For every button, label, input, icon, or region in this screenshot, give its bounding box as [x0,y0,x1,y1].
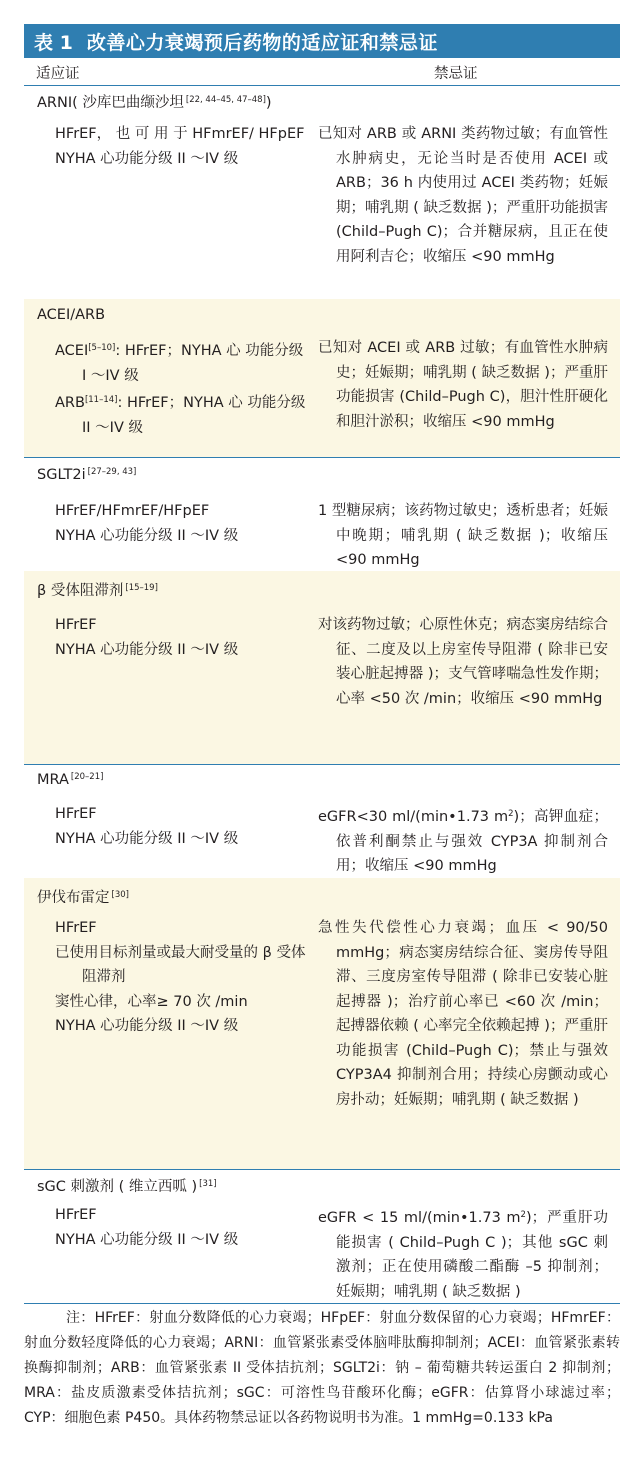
section-refs: [31] [199,1179,217,1189]
indication-list [55,1203,311,1252]
contraindication-text: 对该药物过敏；心原性休克；病态窦房结综合征、二度及以上房室传导阻滞 ( 除非已安装心脏起搏器 )；支气管哮喘急性发作期；心率 <50 次 /min；收缩压 <90 mmHg [318,617,608,707]
indication-item: NYHA 心功能分级 II ～IV 级 [55,1018,239,1034]
indication-item: HFrEF [55,920,97,936]
indication-item: NYHA 心功能分级 II ～IV 级 [55,150,239,167]
section-sglt2i [24,457,620,572]
section-title: SGLT2i [27–29, 43] [37,467,137,483]
table-title: 改善心力衰竭预后药物的适应证和禁忌证 [86,31,438,54]
indication-item: HFrEF， 也 可 用 于 HFmrEF/ HFpEF [55,126,305,142]
contraindication-text: 急性失代偿性心力衰竭；血压 < 90/50 mmHg；病态窦房结综合征、窦房传导阻滞、三度房室传导阻滞 ( 除非已安装心脏起搏器 )；治疗前心率已 <60 次 /min；起搏器依赖 ( 心率完全依赖起搏 )；严重肝功能损害 (Child–Pugh C)；禁止与强效 CYP3A4 抑制剂合用；持续心房颤动或心房扑动；妊娠期；哺乳期 ( 缺乏数据 ) [318,920,608,1108]
indication-column-header: 适应证 [36,66,80,82]
indication-item: 窦性心律，心率≥ 70 次 /min [55,993,248,1010]
section-refs: [22, 44–45, 47–48] [185,95,266,105]
indication-item: NYHA 心功能分级 II ～IV 级 [55,641,239,658]
section-refs: [15–19] [125,583,158,593]
contraindication-text: eGFR < 15 ml/(min•1.73 $m^2$)；严重肝功能损害 ( Child–Pugh C )；其他 sGC 刺激剂；正在使用磷酸二酯酶 –5 抑制剂；妊娠期；哺乳期 ( 缺乏数据 ) [318,1210,608,1300]
section-title: β 受体阻滞剂 [15–19] [37,583,158,599]
section-ivabradine [24,878,620,1170]
column-header-row [24,58,620,86]
section-acei-arb [24,299,620,458]
section-mra [24,764,620,879]
indication-item: HFrEF [55,1207,97,1223]
indication-item: NYHA 心功能分级 II ～IV 级 [55,527,239,544]
section-sgc-stimulator [24,1169,620,1304]
contraindication-text: eGFR<30 ml/(min•1.73 $m^2$)；高钾血症；依普利酮禁止与强效 CYP3A 抑制剂合用；收缩压 <90 mmHg [318,809,608,874]
table-label: 表 1 [34,31,73,54]
section-title: ACEI/ARB [37,307,106,323]
section-beta-blocker [24,571,620,765]
indication-item: NYHA 心功能分级 II ～IV 级 [55,830,239,847]
indication-list [55,336,311,440]
indication-item: NYHA 心功能分级 II ～IV 级 [55,1231,239,1248]
section-refs: [30] [111,890,129,900]
indication-item: ARB[11–14]: HFrEF；NYHA 心 功能分级 II ～IV 级 [55,395,306,436]
section-title: 伊伐布雷定 [30] [37,890,129,906]
section-refs: [20–21] [70,772,104,782]
indication-item: ACEI[5–10]: HFrEF；NYHA 心 功能分级 I ～IV 级 [55,343,304,384]
section-title: sGC 刺激剂 ( 维立西呱 ) [31] [37,1179,217,1195]
table-title-bar [24,24,620,58]
section-refs: [27–29, 43] [87,467,137,477]
indication-list [55,916,311,1039]
table-footnote: 注：HFrEF：射血分数降低的心力衰竭；HFpEF：射血分数保留的心力衰竭；HFmrEF：射血分数轻度降低的心力衰竭；ARNI：血管紧张素受体脑啡肽酶抑制剂；ACEI：血管紧张素转换酶抑制剂；ARB：血管紧张素 II 受体拮抗剂；SGLT2i：钠 – 葡萄糖共转运蛋白 2 抑制剂；MRA：盐皮质激素受体拮抗剂；sGC：可溶性鸟苷酸环化酶；eGFR：估算肾小球滤过率；CYP：细胞色素 P450。具体药物禁忌证以各药物说明书为准。1 mmHg=0.133 kPa [24,1310,620,1426]
indication-item: HFrEF [55,617,97,633]
contraindication-text: 1 型糖尿病；该药物过敏史；透析患者；妊娠中晚期；哺乳期 ( 缺乏数据 )；收缩压 <90 mmHg [318,503,608,568]
indication-list [55,613,311,662]
contraindication-text: 已知对 ARB 或 ARNI 类药物过敏；有血管性水肿病史，无论当时是否使用 ACEI 或 ARB；36 h 内使用过 ACEI 类药物；妊娠期；哺乳期 ( 缺乏数据 )；严重肝功能损害 (Child–Pugh C)；合并糖尿病，且正在使用阿利吉仑；收缩压 <90 mmHg [318,126,608,265]
contraindication-column-header: 禁忌证 [434,66,478,82]
indication-item: HFrEF [55,806,97,822]
indication-list [55,802,311,851]
section-title: ARNI( 沙库巴曲缬沙坦 [22, 44–45, 47–48]) [37,95,272,111]
contraindication-text: 已知对 ACEI 或 ARB 过敏；有血管性水肿病史；妊娠期；哺乳期 ( 缺乏数据 )；严重肝功能损害 (Child–Pugh C)，胆汁性肝硬化和胆汁淤积；收缩压 <90 mmHg [318,340,608,430]
section-title: MRA [20–21] [37,772,104,788]
indication-item: HFrEF/HFmrEF/HFpEF [55,503,210,519]
indication-item: 已使用目标剂量或最大耐受量的 β 受体阻滞剂 [55,944,306,985]
section-arni [24,85,620,300]
indication-list [55,499,311,548]
indication-list [55,122,311,171]
